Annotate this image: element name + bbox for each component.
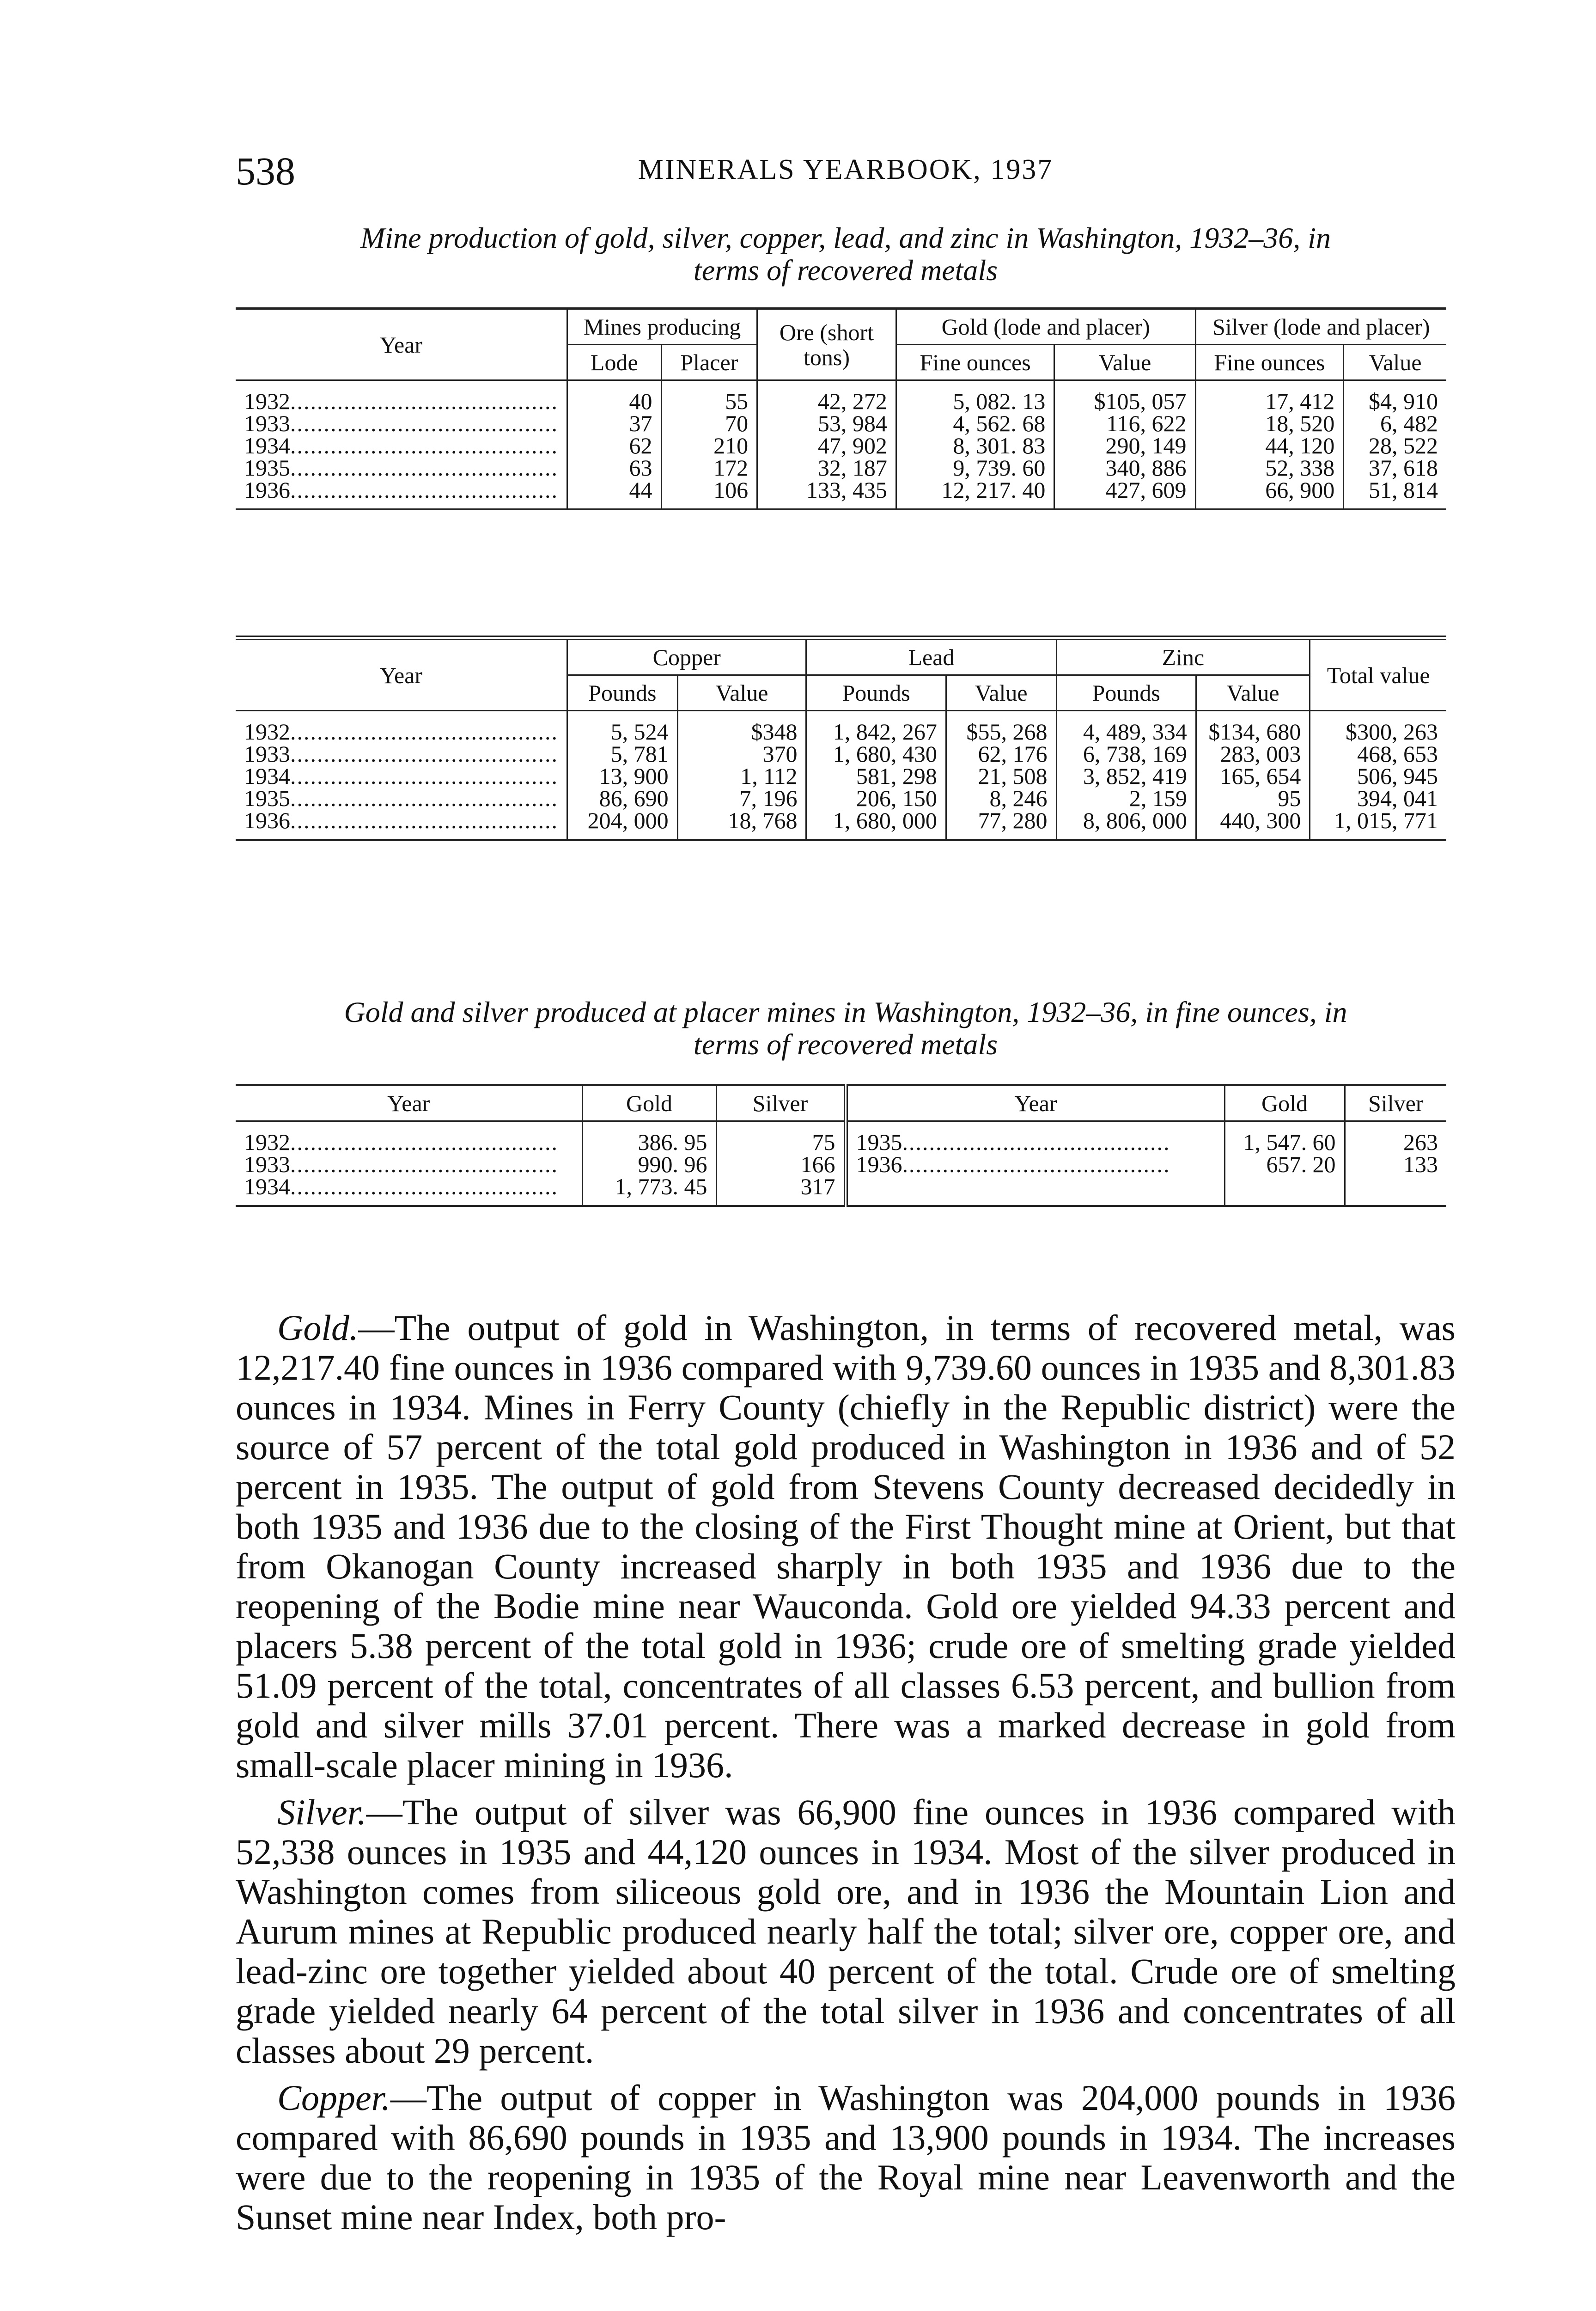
table-cell: 37, 618 (1344, 457, 1446, 479)
row-year: 1932........................................ (244, 388, 558, 412)
table-cell: $55, 268 (946, 711, 1056, 743)
table-row (236, 434, 1446, 457)
table-row (236, 1153, 1446, 1175)
row-year: 1934........................................ (244, 1175, 558, 1199)
paragraph-copper (236, 2078, 1456, 2237)
table-cell: 52, 338 (1195, 457, 1344, 479)
col-header-copper-value: Value (677, 675, 806, 711)
col-header-lode: Lode (567, 345, 662, 380)
table-cell: 4, 562. 68 (896, 412, 1054, 434)
table1-part2-body (236, 711, 1446, 840)
table-cell: 32, 187 (757, 457, 896, 479)
table-cell: 5, 781 (567, 743, 678, 765)
col-header-lead: Lead (806, 638, 1056, 675)
row-year: 1932........................................ (244, 719, 558, 743)
table-cell: 3, 852, 419 (1056, 765, 1196, 787)
col-header-zinc-pounds: Pounds (1056, 675, 1196, 711)
col-header-year: Year (236, 309, 567, 380)
table-row (236, 743, 1446, 765)
table-cell: 63 (567, 457, 662, 479)
table-cell (1224, 1175, 1345, 1206)
col-header-lead-value: Value (946, 675, 1056, 711)
col-header-lead-pounds: Pounds (806, 675, 946, 711)
col-header-gold-fine-ounces: Fine ounces (896, 345, 1054, 380)
table-cell: 9, 739. 60 (896, 457, 1054, 479)
table-cell: 70 (661, 412, 757, 434)
table-cell: 116, 622 (1054, 412, 1195, 434)
row-year: 1934........................................ (244, 434, 558, 457)
table-cell: 165, 654 (1196, 765, 1310, 787)
col-header-year: Year (236, 1085, 582, 1121)
table-cell: 77, 280 (946, 809, 1056, 840)
table-cell: 18, 768 (677, 809, 806, 840)
table-row (236, 412, 1446, 434)
table-cell: 263 (1345, 1121, 1446, 1154)
table-cell: 8, 301. 83 (896, 434, 1054, 457)
col-header-gold: Gold (582, 1085, 716, 1121)
production-table-gold-silver (236, 307, 1446, 510)
table-cell: 44 (567, 479, 662, 509)
table-cell: 1, 680, 000 (806, 809, 946, 840)
table-cell: 5, 524 (567, 711, 678, 743)
col-header-silver: Silver (1345, 1085, 1446, 1121)
table-cell: 317 (716, 1175, 846, 1206)
table-cell: 4, 489, 334 (1056, 711, 1196, 743)
table-row (236, 1175, 1446, 1206)
row-year: 1935........................................ (244, 457, 558, 479)
table-cell: 44, 120 (1195, 434, 1344, 457)
table-cell: 12, 217. 40 (896, 479, 1054, 509)
col-header-mines-producing: Mines producing (567, 309, 757, 345)
table-cell: 13, 900 (567, 765, 678, 787)
table-cell: $300, 263 (1310, 711, 1446, 743)
table-cell: 6, 482 (1344, 412, 1446, 434)
table-cell: 18, 520 (1195, 412, 1344, 434)
table-cell: 42, 272 (757, 380, 896, 413)
paragraph-copper-text: —The output of copper in Washington was 204,000 pounds in 1936 compared with 86,690 pounds in 1935 and 13,900 pounds in 1934. The increases were due to the reopening in 1935 of the Royal mine near Leavenworth and the Sunset mine near Index, both pro- (236, 2078, 1456, 2237)
table-cell: 206, 150 (806, 787, 946, 809)
table-cell: 55 (661, 380, 757, 413)
col-header-copper: Copper (567, 638, 806, 675)
table-cell: 86, 690 (567, 787, 678, 809)
table1-caption-line2: terms of recovered metals (693, 254, 998, 287)
table-cell: 204, 000 (567, 809, 678, 840)
table-cell: 106 (661, 479, 757, 509)
table-cell: 990. 96 (582, 1153, 716, 1175)
col-header-zinc: Zinc (1056, 638, 1310, 675)
table-cell: 8, 806, 000 (1056, 809, 1196, 840)
col-header-ore: Ore (short tons) (757, 309, 896, 380)
table1-caption (236, 222, 1456, 287)
table-cell: 283, 003 (1196, 743, 1310, 765)
table-cell: 657. 20 (1224, 1153, 1345, 1175)
table-cell: 7, 196 (677, 787, 806, 809)
page-header (236, 148, 1456, 199)
row-year (846, 1175, 1224, 1206)
row-year: 1934........................................ (244, 765, 558, 787)
table-row (236, 765, 1446, 787)
table-cell: 1, 680, 430 (806, 743, 946, 765)
col-header-silver: Silver (lode and placer) (1195, 309, 1446, 345)
paragraph-gold-text: —The output of gold in Washington, in terms of recovered metal, was 12,217.40 fine ounces in 1936 compared with 9,739.60 ounces in 1935 and 8,301.83 ounces in 1934. Mines in Ferry County (chiefly in the Republic district) were the source of 57 percent of the total gold produced in Washington in 1936 and of 52 percent in 1935. The output of gold from Stevens County decreased decidedly in both 1935 and 1936 due to the closing of the First Thought mine at Orient, but that from Okanogan County increased sharply in both 1935 and 1936 due to the reopening of the Bodie mine near Wauconda. Gold ore yielded 94.33 percent and placers 5.38 percent of the total gold in 1936; crude ore of smelting grade yielded 51.09 percent of the total, concentrates of all classes 6.53 percent, and bullion from gold and silver mills 37.01 percent. There was a marked decrease in gold from small-scale placer mining in 1936. (236, 1308, 1456, 1785)
table-cell: 47, 902 (757, 434, 896, 457)
run-in-heading-silver: Silver. (277, 1792, 366, 1832)
table2-body (236, 1121, 1446, 1206)
table2-caption (236, 996, 1456, 1061)
table-cell: 427, 609 (1054, 479, 1195, 509)
table-cell: 394, 041 (1310, 787, 1446, 809)
col-header-copper-pounds: Pounds (567, 675, 678, 711)
table-cell: 133, 435 (757, 479, 896, 509)
production-table-copper-lead-zinc (236, 636, 1446, 841)
row-year: 1936........................................ (244, 809, 558, 833)
run-in-heading-gold: Gold. (277, 1308, 359, 1348)
table-cell: 51, 814 (1344, 479, 1446, 509)
row-year: 1933........................................ (244, 1153, 558, 1175)
table-cell: 5, 082. 13 (896, 380, 1054, 413)
page-number: 538 (236, 149, 295, 193)
table-cell: 1, 842, 267 (806, 711, 946, 743)
table-cell: 133 (1345, 1153, 1446, 1175)
table-cell: 6, 738, 169 (1056, 743, 1196, 765)
table-cell: 62 (567, 434, 662, 457)
table-cell: 1, 547. 60 (1224, 1121, 1345, 1154)
row-year: 1932........................................ (244, 1129, 558, 1153)
row-year: 1935........................................ (846, 1121, 1224, 1154)
col-header-year: Year (236, 638, 567, 711)
table-cell: 53, 984 (757, 412, 896, 434)
table-cell: 75 (716, 1121, 846, 1154)
col-header-total-value: Total value (1310, 638, 1446, 711)
col-header-silver-fine-ounces: Fine ounces (1195, 345, 1344, 380)
table-cell: 1, 112 (677, 765, 806, 787)
col-header-zinc-value: Value (1196, 675, 1310, 711)
row-year: 1933........................................ (244, 412, 558, 434)
col-header-gold: Gold (lode and placer) (896, 309, 1195, 345)
col-header-gold: Gold (1224, 1085, 1345, 1121)
table-cell: 386. 95 (582, 1121, 716, 1154)
table-cell: 210 (661, 434, 757, 457)
table-cell: 21, 508 (946, 765, 1056, 787)
col-header-gold-value: Value (1054, 345, 1195, 380)
table2-caption-line1: Gold and silver produced at placer mines in Washington, 1932–36, in fine ounces, in (344, 996, 1347, 1028)
table-cell: 172 (661, 457, 757, 479)
table1-caption-line1: Mine production of gold, silver, copper, lead, and zinc in Washington, 1932–36, in (360, 221, 1331, 254)
run-in-heading-copper: Copper. (277, 2078, 390, 2118)
placer-table (236, 1084, 1446, 1207)
table-cell: 37 (567, 412, 662, 434)
table2-caption-line2: terms of recovered metals (693, 1028, 998, 1061)
row-year: 1933........................................ (244, 743, 558, 765)
running-head: MINERALS YEARBOOK, 1937 (638, 154, 1054, 185)
table-row (236, 380, 1446, 413)
table-cell: 95 (1196, 787, 1310, 809)
table-cell: 40 (567, 380, 662, 413)
row-year: 1935........................................ (244, 787, 558, 809)
table-cell: 28, 522 (1344, 434, 1446, 457)
paragraph-silver-text: —The output of silver was 66,900 fine ounces in 1936 compared with 52,338 ounces in 1935 and 44,120 ounces in 1934. Most of the silver produced in Washington comes from siliceous gold ore, and in 1936 the Mountain Lion and Aurum mines at Republic produced nearly half the total; silver ore, copper ore, and lead-zinc ore together yielded about 40 percent of the total. Crude ore of smelting grade yielded nearly 64 percent of the total silver in 1936 and concentrates of all classes about 29 percent. (236, 1792, 1456, 2071)
table-cell: 1, 773. 45 (582, 1175, 716, 1206)
table-cell: 468, 653 (1310, 743, 1446, 765)
table-row (236, 809, 1446, 840)
table-cell: 2, 159 (1056, 787, 1196, 809)
table-cell: 62, 176 (946, 743, 1056, 765)
table-row (236, 1121, 1446, 1154)
table-cell (1345, 1175, 1446, 1206)
col-header-silver: Silver (716, 1085, 846, 1121)
paragraph-silver (236, 1792, 1456, 2071)
table-cell: 1, 015, 771 (1310, 809, 1446, 840)
table-cell: 340, 886 (1054, 457, 1195, 479)
table-cell: $4, 910 (1344, 380, 1446, 413)
table-cell: 17, 412 (1195, 380, 1344, 413)
table-cell: 166 (716, 1153, 846, 1175)
table-cell: 66, 900 (1195, 479, 1344, 509)
table-cell: 581, 298 (806, 765, 946, 787)
table-cell: $348 (677, 711, 806, 743)
body-text (236, 1308, 1456, 2244)
table-cell: 440, 300 (1196, 809, 1310, 840)
col-header-silver-value: Value (1344, 345, 1446, 380)
col-header-placer: Placer (661, 345, 757, 380)
table-cell: $105, 057 (1054, 380, 1195, 413)
paragraph-gold (236, 1308, 1456, 1785)
col-header-year: Year (846, 1085, 1224, 1121)
table1-part1-body (236, 380, 1446, 510)
table-cell: 370 (677, 743, 806, 765)
table-cell: $134, 680 (1196, 711, 1310, 743)
table-cell: 506, 945 (1310, 765, 1446, 787)
row-year: 1936........................................ (846, 1153, 1224, 1175)
table-row (236, 457, 1446, 479)
row-year: 1936........................................ (244, 479, 558, 503)
table-row (236, 711, 1446, 743)
table-cell: 8, 246 (946, 787, 1056, 809)
table-row (236, 787, 1446, 809)
table-cell: 290, 149 (1054, 434, 1195, 457)
table-row (236, 479, 1446, 509)
